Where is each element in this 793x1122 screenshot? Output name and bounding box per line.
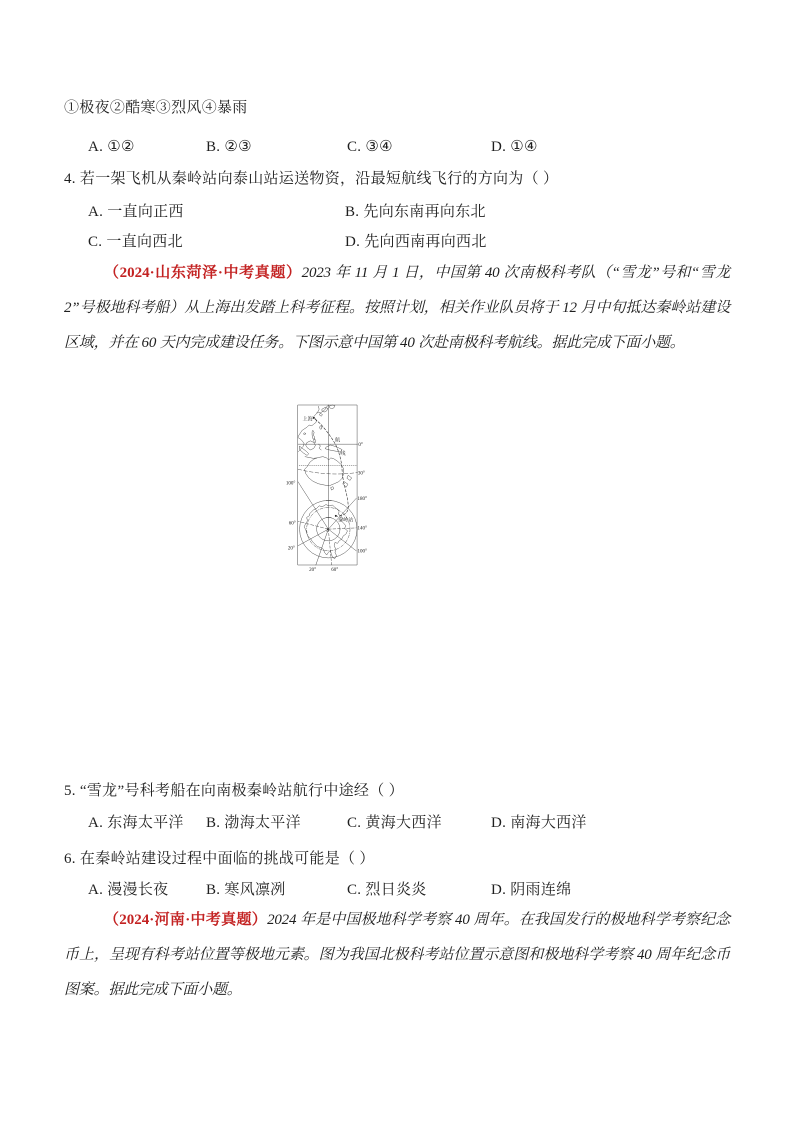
meridian-60w-line xyxy=(328,529,331,565)
option-c: C. 黄海大西洋 xyxy=(347,815,442,831)
option-d: D. 阴雨连绵 xyxy=(491,882,572,898)
antarctic-route-map-figure xyxy=(280,355,480,770)
parallel-30s-line xyxy=(298,469,358,474)
option-c: C. 一直向西北 xyxy=(88,234,183,250)
option-b: B. ②③ xyxy=(206,139,252,155)
coastline-philippines-mindanao xyxy=(314,439,316,443)
tick-20deg-bottom: 20° xyxy=(309,568,317,574)
coastline-taiwan xyxy=(320,426,322,430)
option-c: C. ③④ xyxy=(347,139,393,155)
question-6-stem: 6. 在秦岭站建设过程中面临的挑战可能是（ ） xyxy=(64,851,375,867)
tick-180deg: 180° xyxy=(357,497,367,502)
option-d: D. 南海大西洋 xyxy=(491,815,587,831)
meridian-100e-line xyxy=(298,482,328,530)
meridian-140w-line xyxy=(328,528,356,529)
exam-source-tag: （2024·河南·中考真题） xyxy=(104,912,268,928)
option-a: A. ①② xyxy=(88,139,135,155)
coastline-borneo xyxy=(306,441,316,450)
tick-140deg: 140° xyxy=(357,526,367,532)
south-pole-label: S xyxy=(326,527,329,534)
tick-20deg-left: 20° xyxy=(287,546,295,552)
coastline-java xyxy=(305,457,317,459)
coastline-japan-kyushu xyxy=(320,413,323,416)
coastline-australia xyxy=(305,457,344,486)
qinling-station-label: 秦岭站 xyxy=(337,517,354,524)
option-d: D. 先向西南再向西北 xyxy=(345,234,487,250)
shanghai-dot xyxy=(313,417,315,419)
coastline-philippines-luzon xyxy=(312,430,315,439)
passage-material-1 xyxy=(64,256,730,361)
option-a: A. 东海太平洋 xyxy=(88,815,184,831)
option-a: A. 一直向正西 xyxy=(88,204,184,220)
option-c: C. 烈日炎炎 xyxy=(347,882,427,898)
meridian-60e-line xyxy=(298,521,328,529)
qinling-station-dot xyxy=(335,515,337,517)
option-b: B. 先向东南再向东北 xyxy=(345,204,486,220)
question-5-stem: 5. “雪龙”号科考船在向南极秦岭站航行中途经（ ） xyxy=(64,783,404,799)
passage-text: 2023 年 11 月 1 日，中国第 40 次南极科考队（“雪龙”号和“雪龙 2”号极地科考船）从上海出发踏上科考征程。按照计划，相关作业队员将于 12 月中旬抵达秦岭站建设区域，并在 60 天内完成建设任务。下图示意中国第 40 次赴南极科考航线。据此完成下面小题。 xyxy=(64,265,730,351)
route-map-svg xyxy=(280,355,480,770)
coastline-hainan xyxy=(304,433,306,435)
tick-30deg: 30° xyxy=(357,471,365,477)
option-d: D. ①④ xyxy=(491,139,538,155)
tick-100deg-left: 100° xyxy=(285,481,296,487)
coastline-sulawesi xyxy=(318,444,321,450)
coastline-japan-north xyxy=(330,405,335,409)
coastline-malay-peninsula xyxy=(298,438,304,452)
option-b: B. 寒风凛冽 xyxy=(206,882,286,898)
shanghai-label: 上海 xyxy=(302,416,313,423)
coastline-new-guinea xyxy=(325,445,342,452)
meridian-20e-line xyxy=(298,529,328,546)
numbered-choices-line: ①极夜②酷寒③烈风④暴雨 xyxy=(64,100,248,116)
coastline-tasmania xyxy=(331,487,334,490)
coastline-korea xyxy=(317,406,320,413)
exam-source-tag: （2024·山东菏泽·中考真题） xyxy=(104,265,302,281)
meridian-20w-line xyxy=(316,529,329,565)
tick-60deg-bottom: 60° xyxy=(331,568,339,574)
route-label-char2: 线 xyxy=(340,451,346,457)
tick-0deg: 0° xyxy=(358,442,363,448)
option-b: B. 渤海太平洋 xyxy=(206,815,301,831)
meridian-180-line xyxy=(328,498,356,529)
passage-material-2 xyxy=(64,903,730,1008)
passage-text: 2024 年是中国极地科学考察 40 周年。在我国发行的极地科学考察纪念币上，呈现有科考站位置等极地元素。图为我国北极科考站位置示意图和极地科学考察 40 周年纪念币图案。据此完成下面小题。 xyxy=(64,912,730,998)
coastline-new-zealand-north xyxy=(347,475,352,480)
tick-100deg-right: 100° xyxy=(357,549,367,555)
route-label-char1: 航 xyxy=(335,437,341,444)
tick-60deg-left: 60° xyxy=(288,521,296,527)
option-a: A. 漫漫长夜 xyxy=(88,882,169,898)
question-4-stem: 4. 若一架飞机从秦岭站向泰山站运送物资，沿最短航线飞行的方向为（ ） xyxy=(64,171,559,187)
